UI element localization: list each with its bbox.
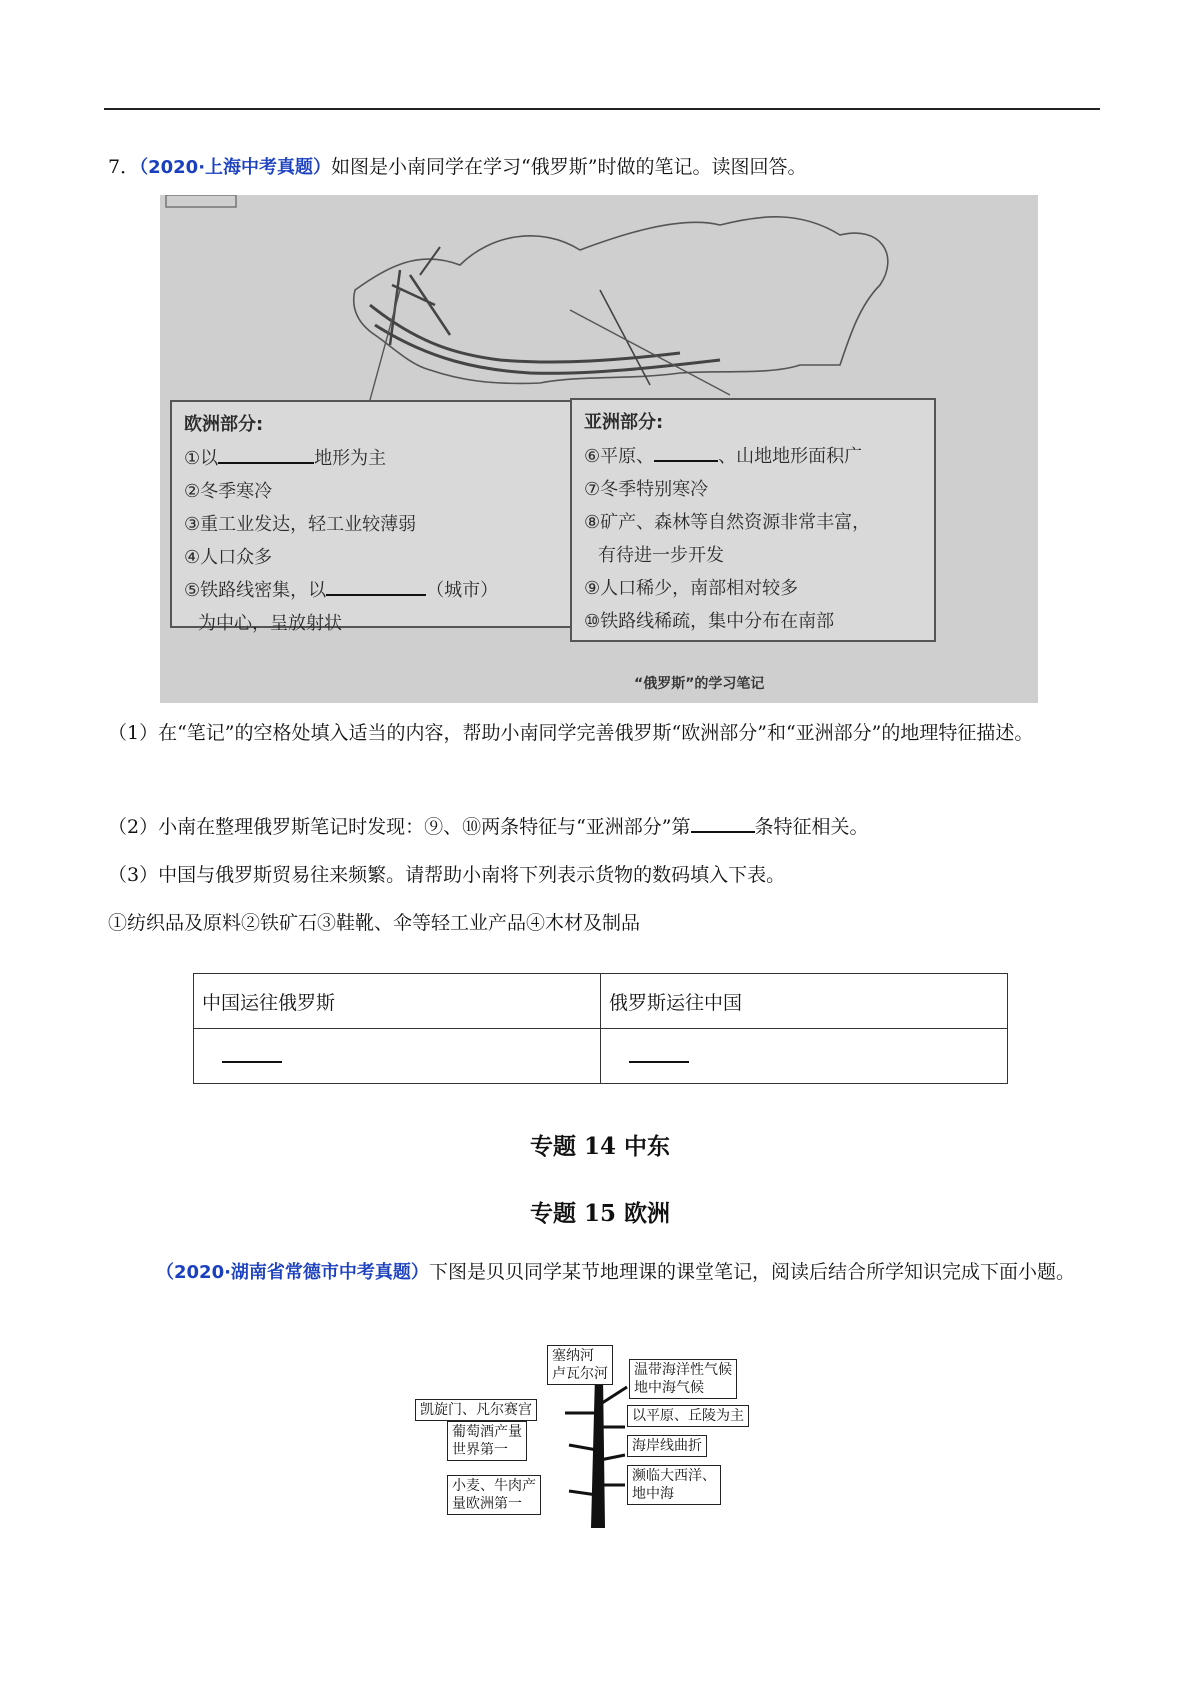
asia-note-1-start: ⑥平原、: [584, 446, 655, 467]
europe-note-6: 为中心，呈放射状: [198, 613, 342, 634]
header-rule: [104, 108, 1100, 110]
fill-blank: [654, 442, 718, 462]
leaf-seas: [627, 1465, 721, 1505]
leaf-rivers-line-2: 卢瓦尔河: [552, 1366, 608, 1382]
question-text: 如图是小南同学在学习“俄罗斯”时做的笔记。读图回答。: [331, 156, 807, 178]
europe-note-5: [184, 574, 560, 607]
topic-14-heading: 专题 14 中东: [529, 1133, 671, 1160]
fill-blank: [691, 813, 755, 833]
leaf-wine-line-2: 世界第一: [452, 1442, 508, 1458]
sub-question-2-end: 条特征相关。: [754, 816, 869, 838]
europe-note-5-start: ⑤铁路线密集，以: [184, 580, 327, 601]
leaf-agriculture-line-2: 量欧洲第一: [452, 1496, 522, 1512]
leaf-terrain: 以平原、丘陵为主: [627, 1405, 749, 1427]
sub-question-1: （1）在“笔记”的空格处填入适当的内容，帮助小南同学完善俄罗斯“欧洲部分”和“亚洲部分”的地理特征描述。: [108, 722, 1034, 744]
asia-note-2: ⑦冬季特别寒冷: [584, 479, 709, 500]
asia-note-1: [584, 440, 922, 473]
asia-note-5: ⑨人口稀少，南部相对较多: [584, 578, 799, 599]
asia-notes-title: 亚洲部分:: [584, 412, 664, 433]
question-source: （2020·湖南省常德市中考真题）: [156, 1262, 429, 1283]
trade-table: [193, 973, 1008, 1084]
sub-question-3: （3）中国与俄罗斯贸易往来频繁。请帮助小南将下列表示货物的数码填入下表。: [108, 864, 786, 886]
europe-note-2: ②冬季寒冷: [184, 481, 273, 502]
asia-note-6: ⑩铁路线稀疏，集中分布在南部: [584, 611, 835, 632]
leaf-seas-line-2: 地中海: [632, 1486, 674, 1502]
question-8-stem: [108, 1248, 1098, 1297]
europe-note-1-end: 地形为主: [314, 448, 387, 469]
question-7-stem: [108, 152, 806, 183]
europe-notes-box: [170, 400, 574, 634]
table-header-russia-to-china: 俄罗斯运往中国: [601, 974, 1008, 1029]
notes-caption: “俄罗斯”的学习笔记: [634, 676, 765, 692]
fill-blank: [326, 576, 426, 596]
table-row: [194, 1029, 1008, 1084]
leaf-coastline: 海岸线曲折: [627, 1435, 707, 1457]
table-header-row: [194, 974, 1008, 1029]
europe-notes-title: 欧洲部分:: [184, 414, 264, 435]
leaf-climate: [629, 1359, 737, 1399]
question-text: 下图是贝贝同学某节地理课的课堂笔记，阅读后结合所学知识完成下面小题。: [428, 1261, 1075, 1283]
fill-blank: [218, 444, 314, 464]
asia-note-4: 有待进一步开发: [598, 545, 724, 566]
question-number: 7．: [108, 156, 140, 178]
table-header-china-to-russia: 中国运往俄罗斯: [194, 974, 601, 1029]
europe-note-1: [184, 442, 560, 475]
leaf-wine: [447, 1421, 527, 1461]
leaf-agriculture: [447, 1475, 541, 1515]
leaf-wine-line-1: 葡萄酒产量: [452, 1424, 522, 1440]
fill-blank: [222, 1045, 282, 1063]
leaf-climate-line-1: 温带海洋性气候: [634, 1362, 732, 1378]
leaf-rivers-line-1: 塞纳河: [552, 1348, 594, 1364]
answer-cell-russia-to-china: [601, 1029, 1008, 1084]
europe-note-3: ③重工业发达，轻工业较薄弱: [184, 514, 417, 535]
asia-note-1-end: 、山地地形面积广: [718, 446, 863, 467]
europe-note-1-start: ①以: [184, 448, 219, 469]
leaf-climate-line-2: 地中海气候: [634, 1380, 704, 1396]
leaf-agriculture-line-1: 小麦、牛肉产: [452, 1478, 536, 1494]
leaf-landmarks: 凯旋门、凡尔赛宫: [415, 1399, 537, 1421]
europe-note-4: ④人口众多: [184, 547, 273, 568]
europe-note-5-end: （城市）: [426, 580, 499, 601]
question-source: （2020·上海中考真题）: [139, 157, 332, 178]
france-notes-tree: [420, 1345, 763, 1528]
sub-question-2: [108, 812, 1098, 842]
asia-note-3: ⑧矿产、森林等自然资源非常丰富，: [584, 512, 871, 533]
sub-question-2-start: （2）小南在整理俄罗斯笔记时发现：⑨、⑩两条特征与“亚洲部分”第: [108, 816, 691, 838]
leaf-seas-line-1: 濒临大西洋、: [632, 1468, 716, 1484]
asia-notes-box: [570, 398, 936, 642]
goods-list: ①纺织品及原料②铁矿石③鞋靴、伞等轻工业产品④木材及制品: [108, 912, 641, 934]
fill-blank: [629, 1045, 689, 1063]
russia-notes-photo: [160, 195, 1038, 703]
leaf-rivers: [547, 1345, 613, 1385]
answer-cell-china-to-russia: [194, 1029, 601, 1084]
topic-15-heading: 专题 15 欧洲: [529, 1200, 671, 1227]
